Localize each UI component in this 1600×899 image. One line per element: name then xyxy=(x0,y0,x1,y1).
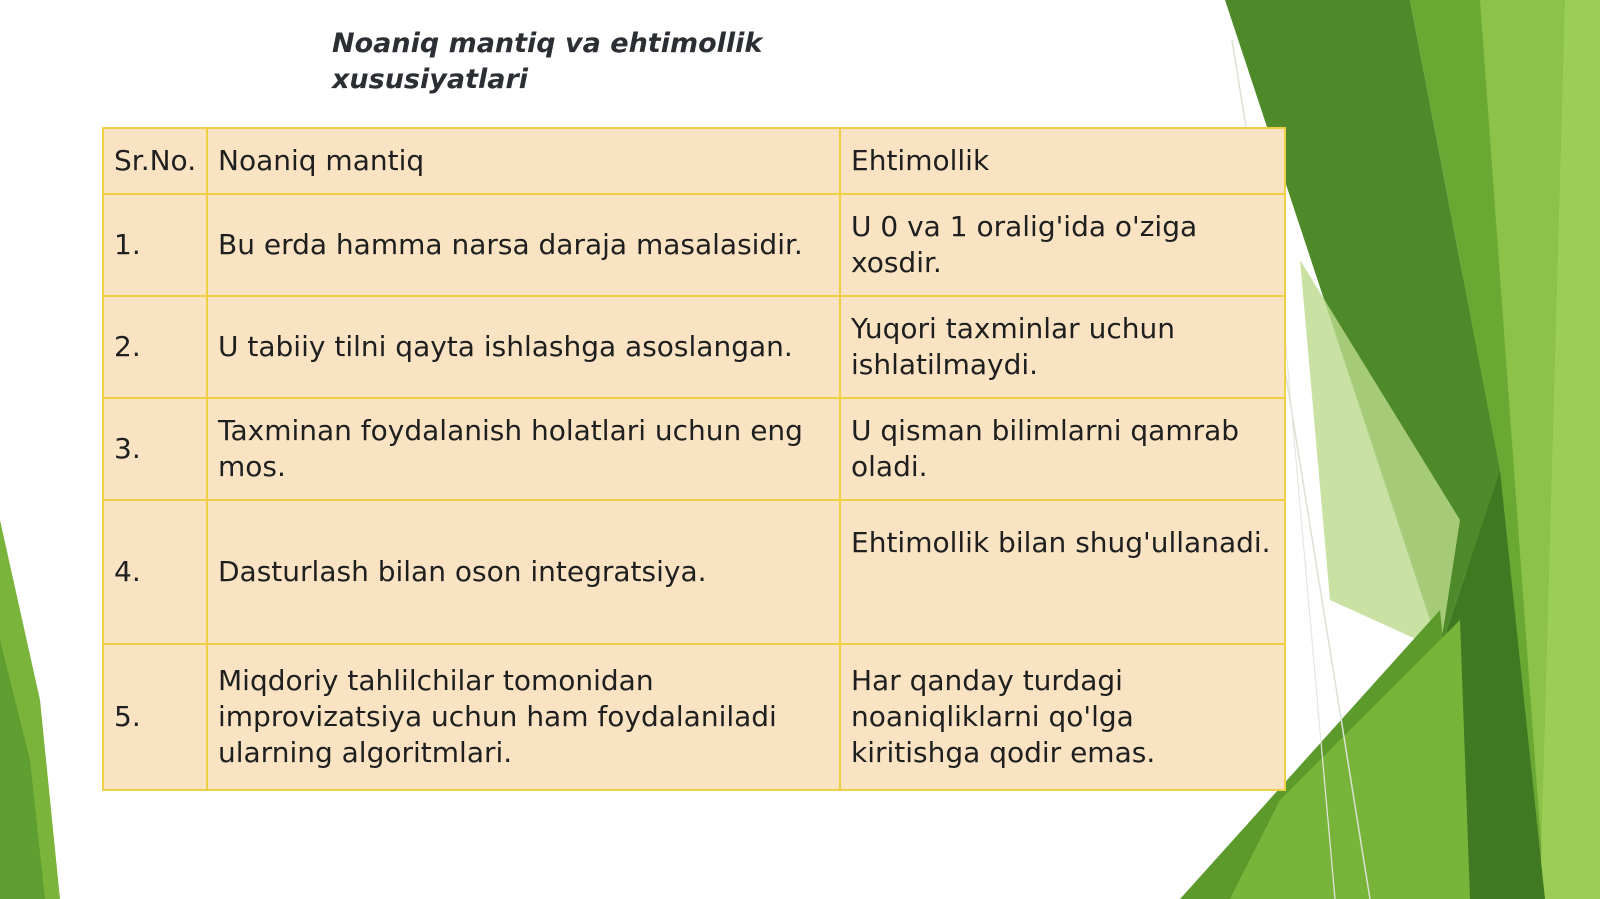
header-probability: Ehtimollik xyxy=(840,128,1285,194)
table-row xyxy=(103,500,1285,644)
cell-fuzzy-logic: U tabiiy tilni qayta ishlashga asoslangan. xyxy=(207,296,840,398)
cell-number: 5. xyxy=(103,644,207,790)
header-fuzzy-logic: Noaniq mantiq xyxy=(207,128,840,194)
cell-probability: Yuqori taxminlar uchun ishlatilmaydi. xyxy=(840,296,1285,398)
cell-probability: U 0 va 1 oralig'ida o'ziga xosdir. xyxy=(840,194,1285,296)
table-header-row xyxy=(103,128,1285,194)
cell-probability: Har qanday turdagi noaniqliklarni qo'lga kiritishga qodir emas. xyxy=(840,644,1285,790)
table-row xyxy=(103,296,1285,398)
cell-fuzzy-logic: Miqdoriy tahlilchilar tomonidan improvizatsiya uchun ham foydalaniladi ularning algoritmlari. xyxy=(207,644,840,790)
cell-number: 2. xyxy=(103,296,207,398)
slide-title: Noaniq mantiq va ehtimollik xususiyatlari xyxy=(332,28,763,95)
table-row xyxy=(103,398,1285,500)
table-row xyxy=(103,194,1285,296)
header-sr-no: Sr.No. xyxy=(103,128,207,194)
comparison-table xyxy=(102,127,1286,791)
cell-fuzzy-logic: Dasturlash bilan oson integratsiya. xyxy=(207,500,840,644)
cell-number: 1. xyxy=(103,194,207,296)
cell-probability: U qisman bilimlarni qamrab oladi. xyxy=(840,398,1285,500)
table-row xyxy=(103,644,1285,790)
cell-probability: Ehtimollik bilan shug'ullanadi. xyxy=(840,500,1285,644)
cell-fuzzy-logic: Taxminan foydalanish holatlari uchun eng mos. xyxy=(207,398,840,500)
cell-fuzzy-logic: Bu erda hamma narsa daraja masalasidir. xyxy=(207,194,840,296)
cell-number: 4. xyxy=(103,500,207,644)
cell-number: 3. xyxy=(103,398,207,500)
